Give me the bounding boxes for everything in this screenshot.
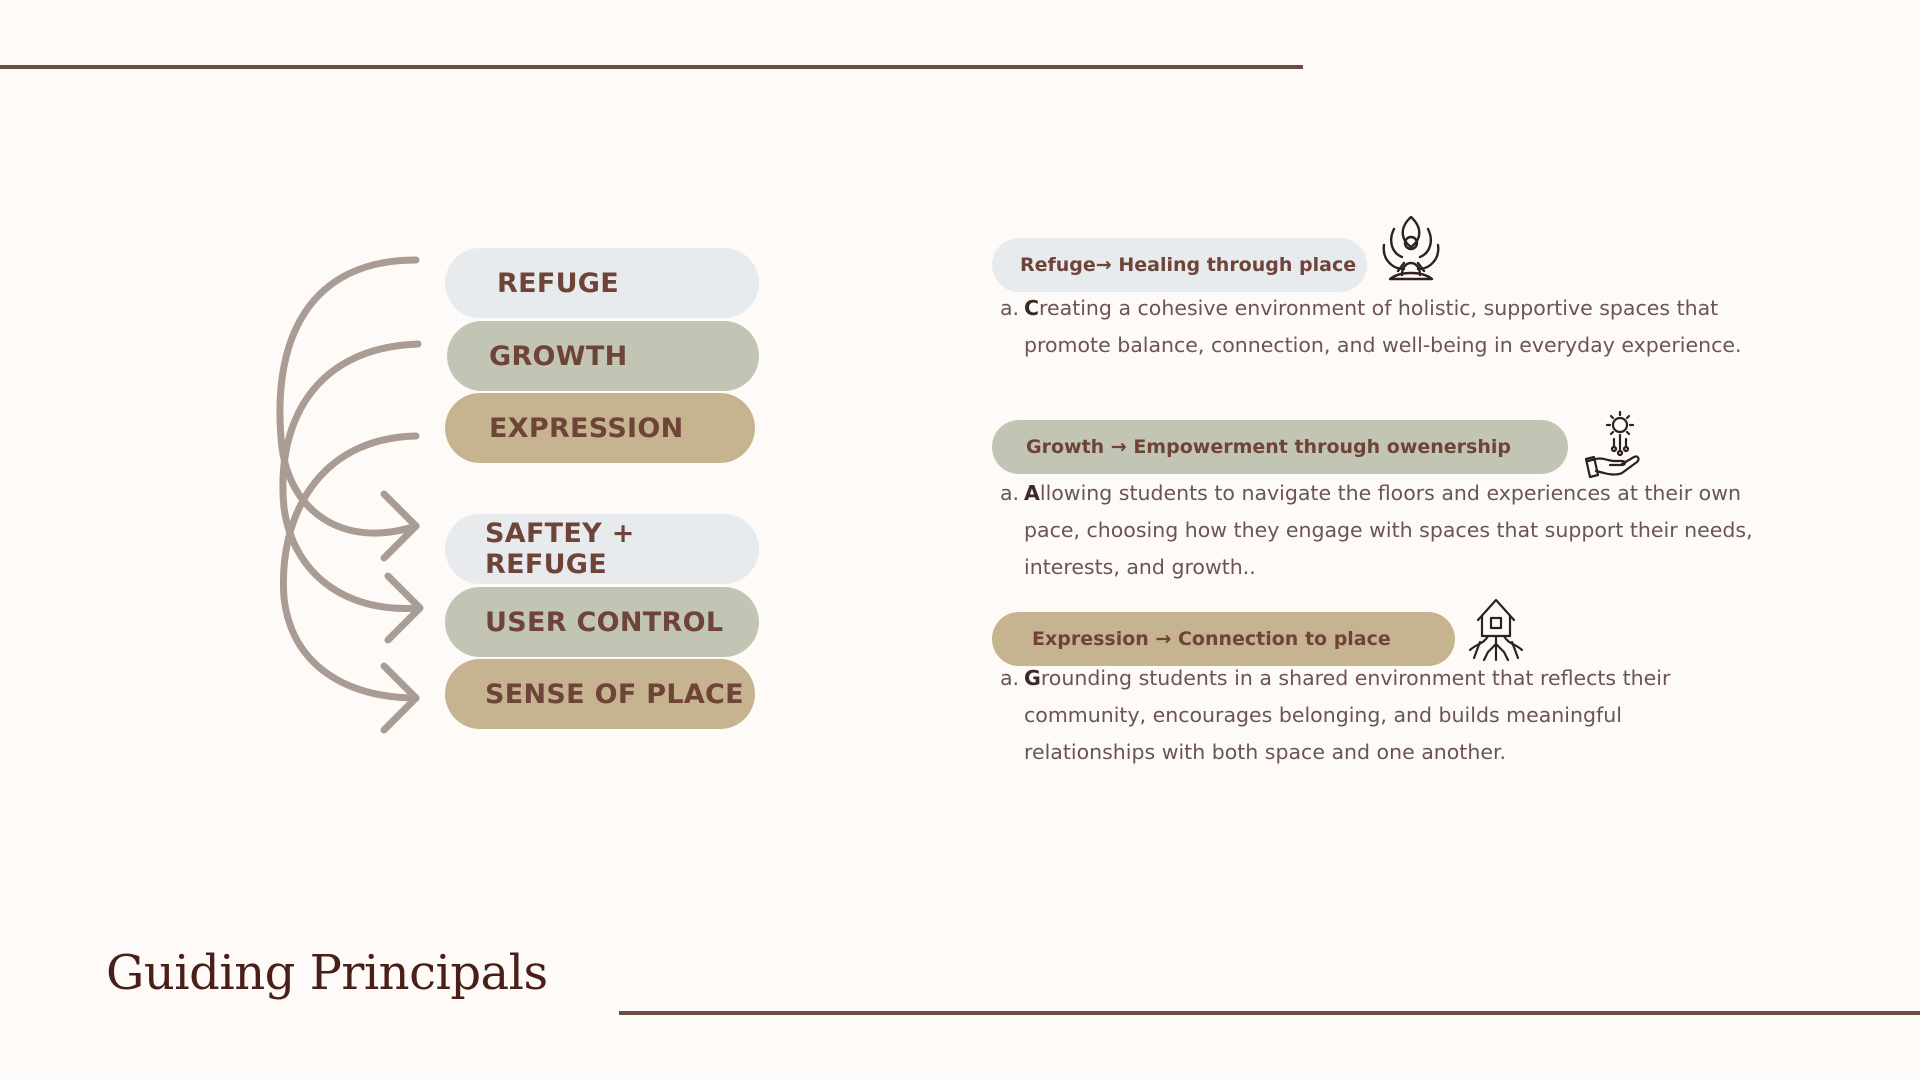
pill-label: SAFTEY + REFUGE bbox=[485, 518, 635, 580]
arrow-expression-to-place bbox=[283, 436, 416, 698]
list-marker: a. bbox=[1000, 481, 1020, 505]
list-marker: a. bbox=[1000, 296, 1020, 320]
pill-user-control bbox=[445, 587, 759, 657]
description-text: llowing students to navigate the floors and experiences at their own pace, choosing how they engage with spaces that support their needs, interests, and growth.. bbox=[1024, 481, 1753, 579]
tag-refuge-healing bbox=[992, 238, 1367, 292]
pill-label: SENSE OF PLACE bbox=[485, 678, 744, 710]
pill-growth bbox=[447, 321, 759, 391]
tag-expression-connection bbox=[992, 612, 1455, 666]
lead-letter: C bbox=[1024, 296, 1040, 320]
principle-description bbox=[1000, 290, 1754, 364]
pill-label: REFUGE bbox=[497, 267, 620, 299]
principle-description bbox=[1000, 475, 1754, 586]
description-text: rounding students in a shared environment that reflects their community, encourages belonging, and builds meaningful relationships with both space and one another. bbox=[1024, 666, 1671, 764]
arrow-growth-to-control bbox=[283, 344, 418, 608]
description-text: reating a cohesive environment of holistic, supportive spaces that promote balance, connection, and well-being in everyday experience. bbox=[1024, 296, 1742, 357]
pill-sense-of-place bbox=[445, 659, 755, 729]
tag-label: Refuge→ Healing through place bbox=[1020, 254, 1357, 276]
list-marker: a. bbox=[1000, 666, 1020, 690]
pill-saftey-refuge bbox=[445, 514, 759, 584]
lead-letter: A bbox=[1024, 481, 1040, 505]
bottom-divider bbox=[619, 1011, 1920, 1015]
pill-expression bbox=[445, 393, 755, 463]
pill-label: EXPRESSION bbox=[489, 412, 684, 444]
curved-arrows-diagram bbox=[270, 248, 440, 748]
pill-label: USER CONTROL bbox=[485, 606, 724, 638]
tag-label: Growth → Empowerment through owenership bbox=[1026, 436, 1512, 458]
arrowhead-safety bbox=[384, 494, 416, 558]
pill-label: GROWTH bbox=[489, 340, 628, 372]
house-roots-icon bbox=[1466, 594, 1526, 664]
hand-gear-icon bbox=[1584, 409, 1640, 481]
tag-growth-empowerment bbox=[992, 420, 1568, 474]
principle-description bbox=[1000, 660, 1754, 771]
tag-label: Expression → Connection to place bbox=[1032, 628, 1391, 650]
page-title: Guiding Principals bbox=[106, 945, 548, 1001]
lead-letter: G bbox=[1024, 666, 1041, 690]
meditation-icon bbox=[1378, 213, 1444, 285]
arrow-refuge-to-safety bbox=[280, 260, 416, 533]
pill-refuge bbox=[445, 248, 759, 318]
top-divider bbox=[0, 65, 1303, 69]
